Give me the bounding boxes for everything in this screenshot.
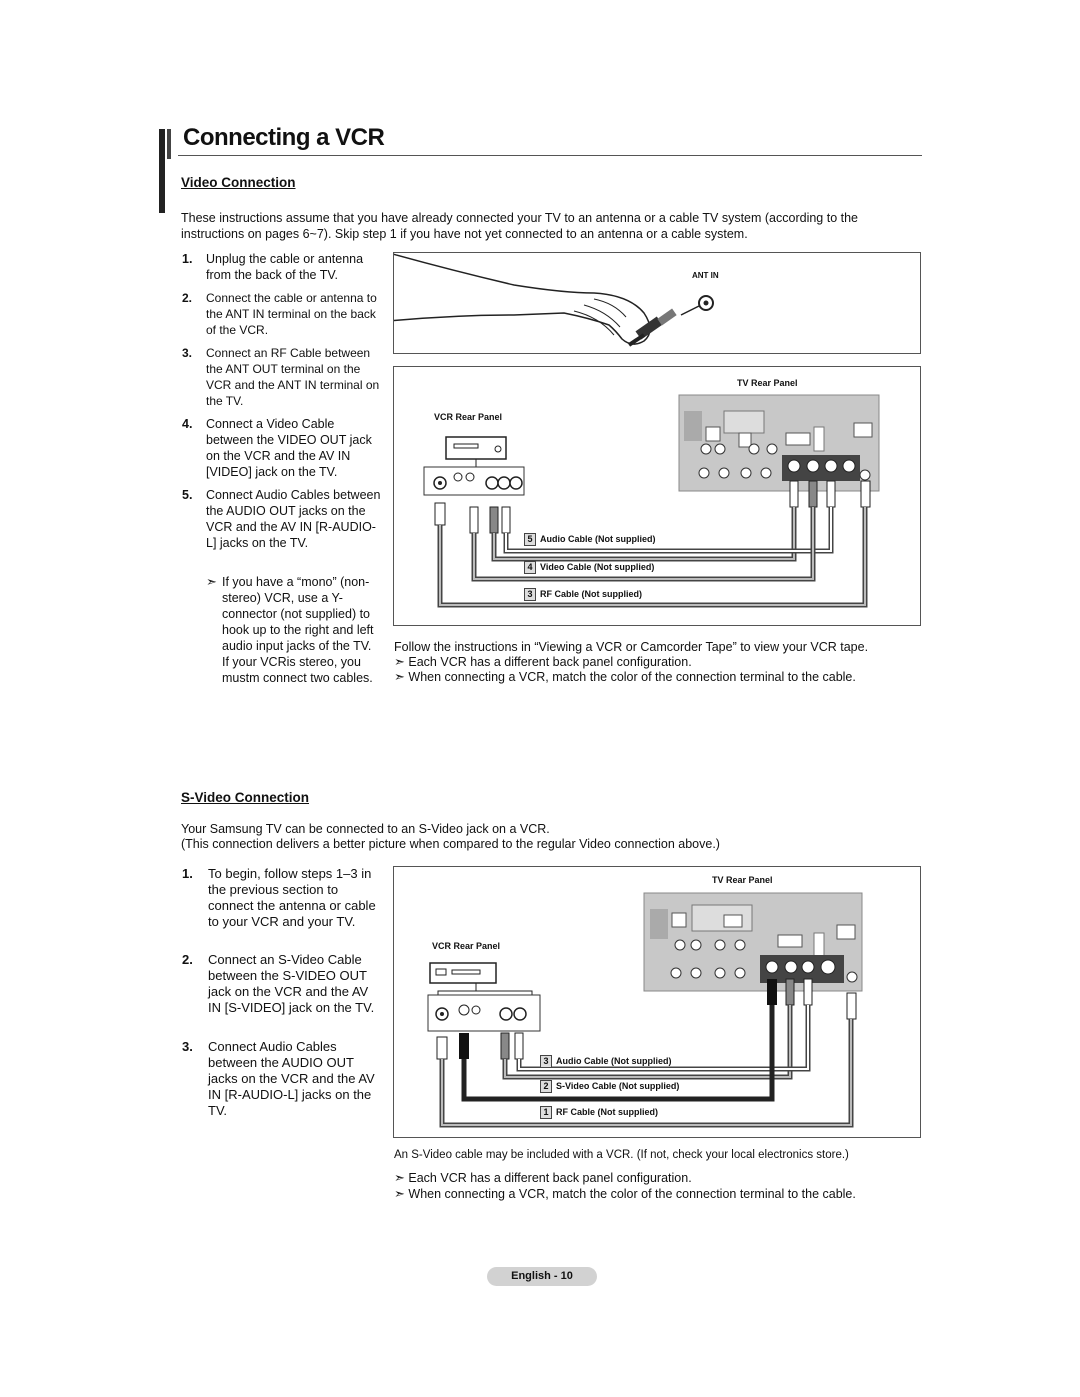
- video-note-2: [394, 669, 914, 685]
- hand-plugging-cable-illustration: [394, 253, 920, 353]
- mono-note: [206, 574, 378, 686]
- page-title: Connecting a VCR: [183, 124, 385, 151]
- callout-number: 5: [524, 533, 536, 546]
- svideo-wiring-diagram: [394, 867, 920, 1137]
- step-number: 2.: [182, 952, 193, 967]
- step-text: Connect a Video Cable between the VIDEO OUT jack on the VCR and the AV IN [VIDEO] jack on the TV.: [206, 417, 372, 479]
- note-arrow-icon: ➣: [394, 654, 405, 669]
- antenna-figure: [393, 252, 921, 354]
- note-arrow-icon: ➣: [394, 1170, 405, 1185]
- step-number: 5.: [182, 488, 193, 502]
- video-step-4: [182, 416, 382, 480]
- video-step-3: [182, 345, 382, 409]
- svideo-step-2: [182, 952, 382, 1016]
- step-text: To begin, follow steps 1–3 in the previous section to connect the antenna or cable to your VCR and your TV.: [208, 866, 376, 929]
- callout-text: Audio Cable (Not supplied): [556, 1055, 672, 1066]
- ant-in-label: ANT IN: [692, 271, 719, 280]
- svideo-note-1: [394, 1170, 914, 1186]
- video-step-2: [182, 290, 382, 338]
- video-step-1: [182, 251, 377, 283]
- tv-rear-panel-label: TV Rear Panel: [712, 875, 773, 885]
- callout-text: RF Cable (Not supplied): [540, 588, 642, 599]
- step-text: Connect Audio Cables between the AUDIO OUT jacks on the VCR and the AV IN [R-AUDIO-L] jacks on the TV.: [208, 1039, 375, 1118]
- svideo-connection-figure: [393, 866, 921, 1138]
- note-arrow-icon: ➣: [394, 669, 405, 684]
- rf-cable-label: [524, 588, 642, 601]
- callout-number: 4: [524, 561, 536, 574]
- step-text: Connect Audio Cables between the AUDIO OUT jacks on the VCR and the AV IN [R-AUDIO-L] jacks on the TV.: [206, 488, 381, 550]
- note-text: When connecting a VCR, match the color of the connection terminal to the cable.: [408, 1187, 856, 1201]
- video-connection-heading: Video Connection: [181, 175, 296, 190]
- callout-number: 1: [540, 1106, 552, 1119]
- tv-rear-panel-label: TV Rear Panel: [737, 378, 798, 388]
- callout-text: RF Cable (Not supplied): [556, 1106, 658, 1117]
- svideo-connection-heading: S-Video Connection: [181, 790, 310, 805]
- note-text: When connecting a VCR, match the color of the connection terminal to the cable.: [408, 670, 856, 684]
- svideo-step-1: [182, 866, 382, 930]
- title-accent-bar: [159, 129, 165, 213]
- step-text: Unplug the cable or antenna from the back of the TV.: [206, 252, 364, 282]
- callout-text: Video Cable (Not supplied): [540, 561, 655, 572]
- step-number: 1.: [182, 252, 193, 266]
- note-text: Each VCR has a different back panel configuration.: [408, 1171, 692, 1185]
- svideo-intro-1: Your Samsung TV can be connected to an S-Video jack on a VCR.: [181, 822, 550, 836]
- svideo-cable-label: [540, 1080, 679, 1093]
- step-number: 1.: [182, 866, 193, 881]
- svideo-step-3: [182, 1039, 382, 1119]
- video-intro: These instructions assume that you have already connected your TV to an antenna or a cable TV system (according to the instructions on pages 6~7). Skip step 1 if you have not yet connected to an antenna or a cable system.: [181, 211, 859, 241]
- step-text: Connect an S-Video Cable between the S-VIDEO OUT jack on the VCR and the AV IN [S-VIDEO] jack on the TV.: [208, 952, 375, 1015]
- svideo-cable-note: An S-Video cable may be included with a VCR. (If not, check your local electronics store.): [394, 1149, 849, 1161]
- callout-text: S-Video Cable (Not supplied): [556, 1080, 680, 1091]
- callout-number: 3: [524, 588, 536, 601]
- mono-note-text: If you have a “mono” (non-stereo) VCR, use a Y-connector (not supplied) to hook up to the right and left audio input jacks of the TV. If your VCRis stereo, you mustm connect two cables.: [222, 575, 374, 685]
- step-number: 4.: [182, 417, 193, 431]
- video-note-1: [394, 654, 914, 670]
- video-wiring-diagram: [394, 367, 920, 625]
- rf-cable-label: [540, 1106, 658, 1119]
- step-text: Connect an RF Cable between the ANT OUT terminal on the VCR and the ANT IN terminal on the TV.: [206, 346, 380, 408]
- step-number: 2.: [182, 291, 193, 305]
- callout-number: 2: [540, 1080, 552, 1093]
- follow-instructions: Follow the instructions in “Viewing a VCR or Camcorder Tape” to view your VCR tape.: [394, 640, 869, 654]
- svideo-intro-2: (This connection delivers a better picture when compared to the regular Video connection above.): [181, 837, 720, 851]
- step-text: Connect the cable or antenna to the ANT IN terminal on the back of the VCR.: [206, 291, 377, 337]
- video-connection-figure: [393, 366, 921, 626]
- callout-number: 3: [540, 1055, 552, 1068]
- vcr-rear-panel-label: VCR Rear Panel: [434, 412, 503, 422]
- audio-cable-label: [524, 533, 656, 546]
- video-cable-label: [524, 561, 654, 574]
- vcr-rear-panel-label: VCR Rear Panel: [432, 941, 501, 951]
- svideo-note-2: [394, 1186, 914, 1202]
- step-number: 3.: [182, 346, 193, 360]
- step-number: 3.: [182, 1039, 193, 1054]
- page-number-badge: English - 10: [487, 1267, 597, 1286]
- note-arrow-icon: ➣: [394, 1186, 405, 1201]
- video-step-5: [182, 487, 382, 551]
- note-text: Each VCR has a different back panel configuration.: [408, 655, 692, 669]
- title-divider: [178, 155, 922, 156]
- title-accent-bar-inner: [167, 129, 171, 159]
- note-arrow-icon: ➣: [206, 574, 217, 589]
- audio-cable-label: [540, 1055, 672, 1068]
- callout-text: Audio Cable (Not supplied): [540, 533, 656, 544]
